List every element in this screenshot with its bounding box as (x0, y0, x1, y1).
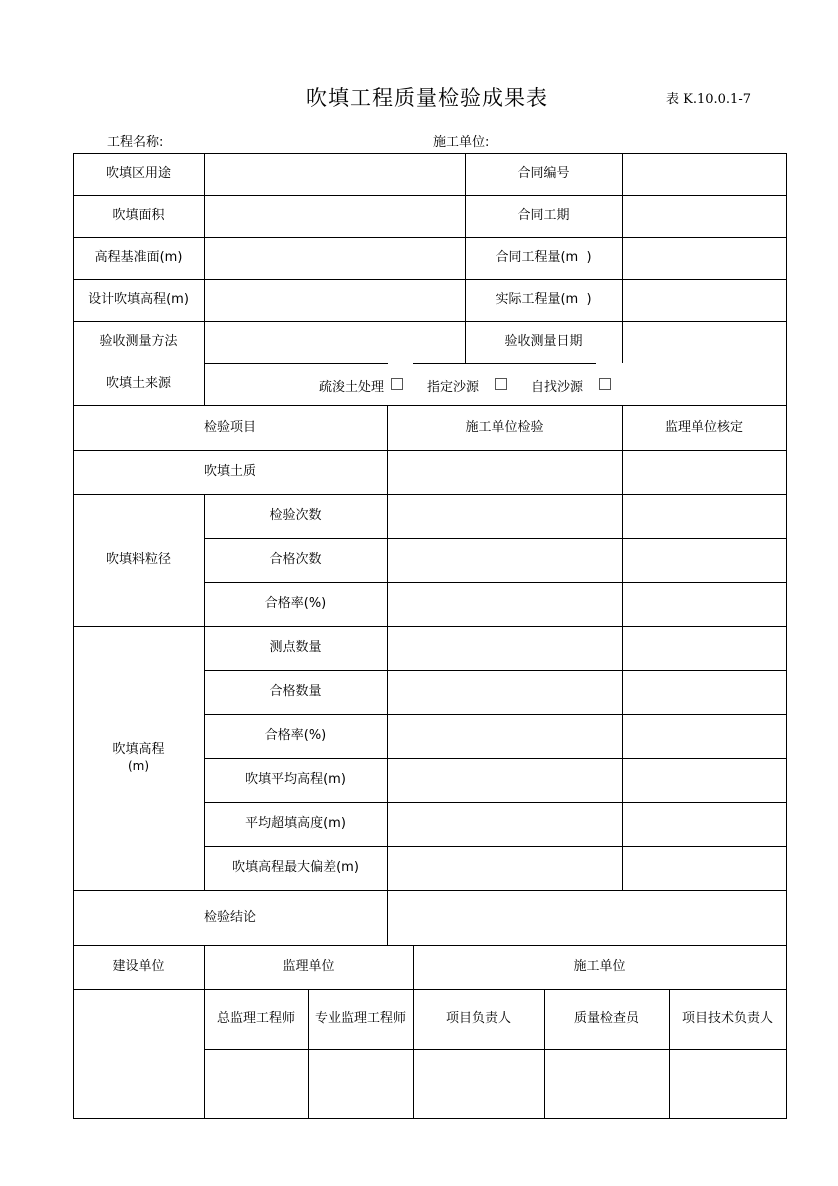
self-sourced-sand-checkbox[interactable] (599, 378, 611, 390)
area-label: 吹填面积 (112, 208, 165, 223)
soil-quality-label: 吹填土质 (203, 464, 256, 479)
usage-label: 吹填区用途 (105, 166, 171, 181)
survey-date-label: 验收测量日期 (504, 334, 583, 349)
elevation-row-label: 吹填高程最大偏差(m) (232, 860, 359, 875)
construction-unit-label: 施工单位: (433, 135, 490, 150)
quality-inspector-label: 质量检查员 (573, 1011, 639, 1026)
dredged-soil-checkbox[interactable] (391, 378, 403, 390)
contract-quantity-label: 合同工程量(m ) (495, 250, 592, 265)
grain-row-label: 合格次数 (269, 552, 322, 567)
design-elevation-label: 设计吹填高程(m) (88, 292, 189, 307)
project-manager-label: 项目负责人 (445, 1011, 511, 1026)
grain-size-group-label: 吹填料粒径 (105, 552, 171, 567)
project-name-label: 工程名称: (107, 135, 164, 150)
contractor-check-header: 施工单位检验 (465, 419, 544, 435)
contractor-unit-label: 施工单位 (573, 959, 626, 974)
supervisor-verify-header: 监理单位核定 (664, 419, 743, 435)
grain-row-label: 检验次数 (269, 508, 322, 523)
soil-source-label: 吹填土来源 (105, 376, 171, 391)
form-number: 表 K.10.0.1-7 (666, 92, 751, 107)
chief-supervisor-label: 总监理工程师 (216, 1011, 295, 1026)
elevation-row-label: 测点数量 (269, 640, 322, 655)
grain-row-label: 合格率(%) (264, 596, 327, 611)
datum-label: 高程基准面(m) (94, 250, 183, 265)
source-option-self: 自找沙源 (531, 380, 584, 395)
elevation-group-unit: (m) (127, 759, 150, 773)
designated-sand-checkbox[interactable] (495, 378, 507, 390)
source-option-designated: 指定沙源 (427, 380, 480, 395)
technical-lead-label: 项目技术负责人 (681, 1011, 773, 1026)
supervisor-unit-label: 监理单位 (282, 959, 335, 974)
owner-unit-label: 建设单位 (112, 959, 165, 974)
elevation-row-label: 平均超填高度(m) (245, 816, 346, 831)
conclusion-label: 检验结论 (203, 909, 256, 925)
contract-period-label: 合同工期 (517, 208, 570, 223)
survey-method-label: 验收测量方法 (99, 334, 178, 349)
specialist-supervisor-label: 专业监理工程师 (314, 1011, 406, 1026)
elevation-group-label (73, 626, 204, 890)
page-title: 吹填工程质量检验成果表 (306, 86, 548, 110)
elevation-row-label: 合格率(%) (264, 728, 327, 743)
contract-no-label: 合同编号 (517, 166, 570, 181)
actual-quantity-label: 实际工程量(m ) (495, 292, 592, 307)
elevation-group-title: 吹填高程 (112, 742, 165, 757)
elevation-row-label: 合格数量 (269, 684, 322, 699)
inspection-item-header: 检验项目 (203, 419, 256, 435)
source-option-dredged: 疏浚土处理 (319, 380, 385, 395)
elevation-row-label: 吹填平均高程(m) (245, 772, 346, 787)
